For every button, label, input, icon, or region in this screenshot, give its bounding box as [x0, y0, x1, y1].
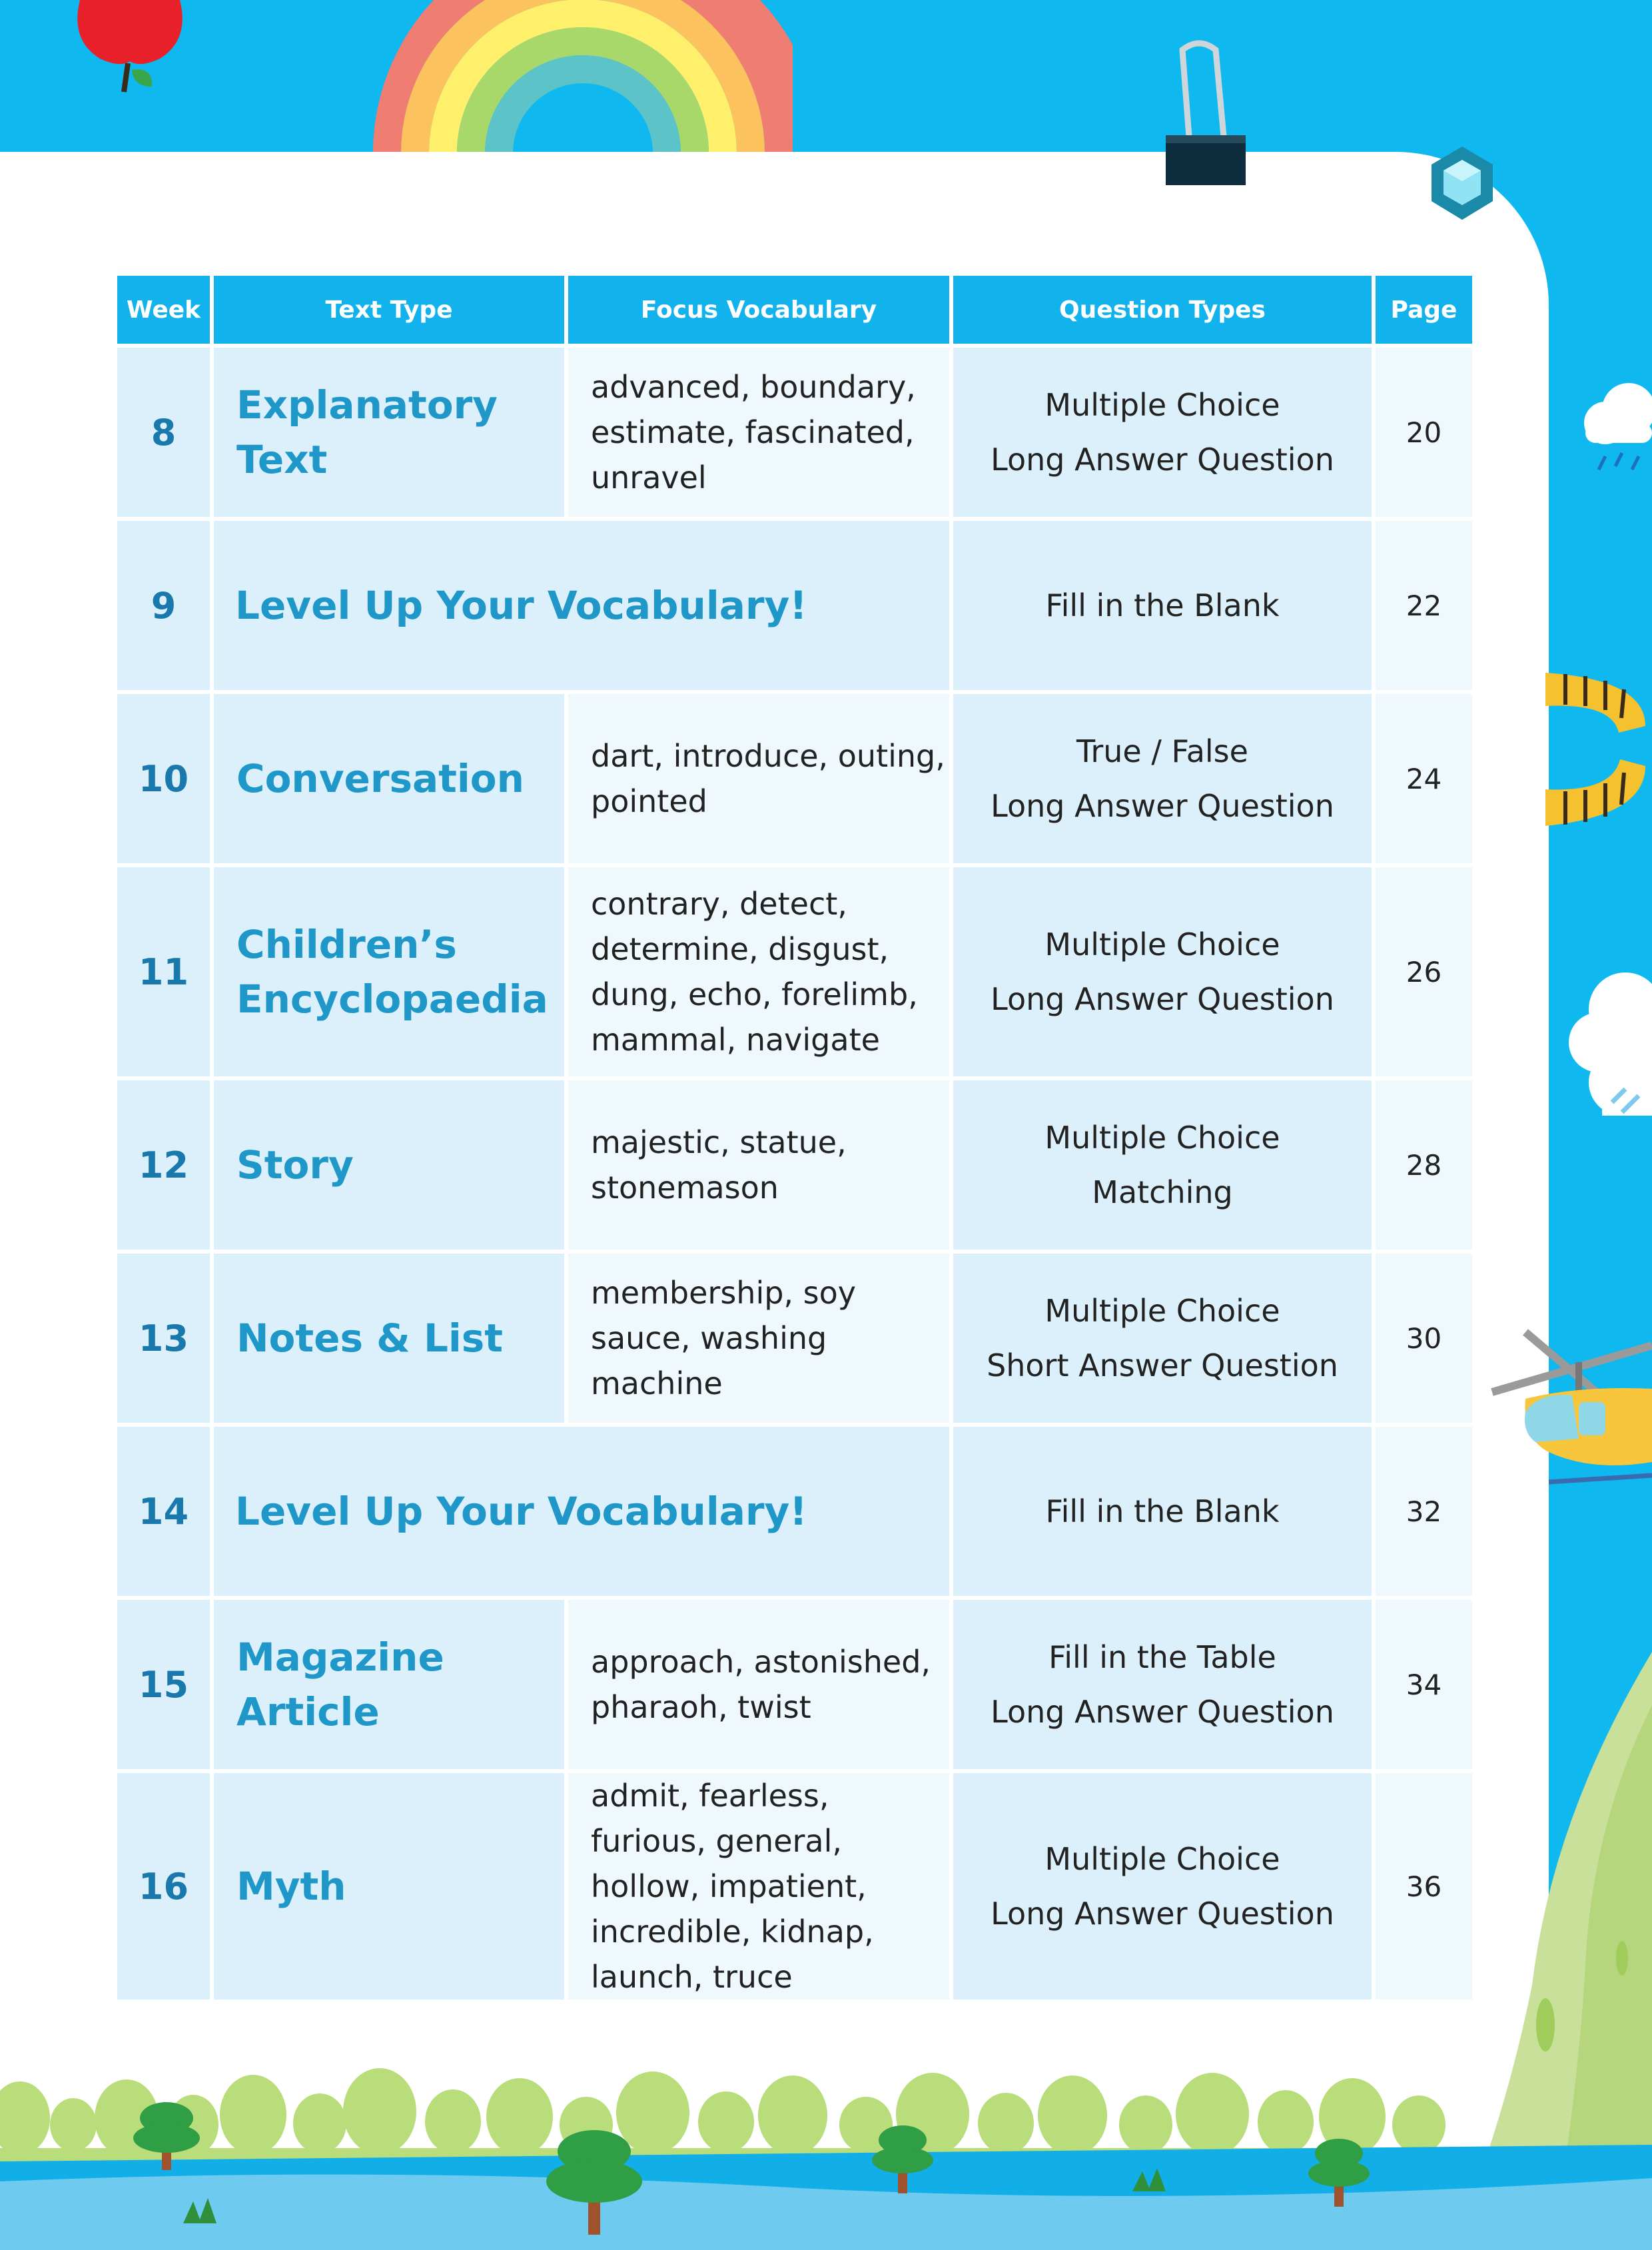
text-type: Explanatory Text — [212, 346, 566, 519]
focus-vocabulary: approach, astonished, pharaoh, twist — [566, 1598, 951, 1771]
question-type: Fill in the Blank — [1045, 587, 1280, 623]
question-type: Long Answer Question — [991, 1896, 1334, 1932]
week-number: 8 — [117, 346, 212, 519]
page-number: 24 — [1374, 692, 1472, 865]
table-row — [117, 1598, 1472, 1771]
question-types — [951, 865, 1374, 1078]
week-number: 14 — [117, 1425, 212, 1598]
contents-table — [117, 276, 1472, 2000]
question-type: Multiple Choice — [1044, 1841, 1280, 1877]
question-types — [951, 1598, 1374, 1771]
table-row — [117, 1771, 1472, 2000]
question-type: Matching — [1092, 1174, 1233, 1210]
page-number: 20 — [1374, 346, 1472, 519]
text-type: Magazine Article — [212, 1598, 566, 1771]
tree-icon — [869, 2121, 936, 2195]
question-type: True / False — [1076, 733, 1248, 769]
page-number: 32 — [1374, 1425, 1472, 1598]
question-types — [951, 1078, 1374, 1252]
header-week: Week — [117, 276, 212, 346]
question-types — [951, 519, 1374, 692]
header-page: Page — [1374, 276, 1472, 346]
question-types — [951, 1252, 1374, 1425]
focus-vocabulary: contrary, detect, determine, disgust, dung, echo, forelimb, mammal, navigate — [566, 865, 951, 1078]
tiger-tail-icon — [1545, 666, 1652, 833]
page-number: 28 — [1374, 1078, 1472, 1252]
focus-vocabulary: advanced, boundary, estimate, fascinated, unravel — [566, 346, 951, 519]
header-text-type: Text Type — [212, 276, 566, 346]
table-row — [117, 346, 1472, 519]
focus-vocabulary: admit, fearless, furious, general, hollow, impatient, incredible, kidnap, launch, truce — [566, 1771, 951, 2000]
question-type: Long Answer Question — [991, 442, 1334, 478]
focus-vocabulary: dart, introduce, outing, pointed — [566, 692, 951, 865]
text-type: Level Up Your Vocabulary! — [212, 1425, 951, 1598]
question-types — [951, 692, 1374, 865]
week-number: 16 — [117, 1771, 212, 2000]
text-type: Level Up Your Vocabulary! — [212, 519, 951, 692]
text-type: Notes & List — [212, 1252, 566, 1425]
week-number: 13 — [117, 1252, 212, 1425]
week-number: 12 — [117, 1078, 212, 1252]
helicopter-icon — [1485, 1325, 1652, 1505]
question-type: Multiple Choice — [1044, 1120, 1280, 1156]
question-types — [951, 346, 1374, 519]
week-number: 10 — [117, 692, 212, 865]
text-type: Conversation — [212, 692, 566, 865]
question-type: Multiple Choice — [1044, 387, 1280, 423]
question-types — [951, 1425, 1374, 1598]
text-type: Story — [212, 1078, 566, 1252]
question-type: Long Answer Question — [991, 788, 1334, 824]
grass-icon — [0, 2065, 1652, 2250]
question-type: Long Answer Question — [991, 981, 1334, 1017]
page-number: 30 — [1374, 1252, 1472, 1425]
focus-vocabulary: membership, soy sauce, washing machine — [566, 1252, 951, 1425]
week-number: 15 — [117, 1598, 212, 1771]
table-row — [117, 519, 1472, 692]
question-type: Long Answer Question — [991, 1694, 1334, 1730]
page-number: 36 — [1374, 1771, 1472, 2000]
page-number: 34 — [1374, 1598, 1472, 1771]
table-row — [117, 865, 1472, 1078]
table-header-row — [117, 276, 1472, 346]
tree-icon — [1306, 2135, 1372, 2208]
question-type: Multiple Choice — [1044, 927, 1280, 962]
week-number: 9 — [117, 519, 212, 692]
tree-icon — [130, 2098, 203, 2171]
cloud-icon — [1565, 969, 1652, 1122]
gem-icon — [1429, 147, 1495, 220]
table-row — [117, 1252, 1472, 1425]
table-row — [117, 1078, 1472, 1252]
question-type: Short Answer Question — [987, 1347, 1338, 1383]
focus-vocabulary: majestic, statue, stonemason — [566, 1078, 951, 1252]
question-type: Multiple Choice — [1044, 1293, 1280, 1329]
apple-icon — [67, 0, 193, 97]
table-row — [117, 1425, 1472, 1598]
question-types — [951, 1771, 1374, 2000]
header-question-types: Question Types — [951, 276, 1374, 346]
rain-cloud-icon — [1579, 376, 1652, 483]
header-focus-vocabulary: Focus Vocabulary — [566, 276, 951, 346]
page-number: 26 — [1374, 865, 1472, 1078]
rainbow-bands — [373, 0, 793, 153]
week-number: 11 — [117, 865, 212, 1078]
question-type: Fill in the Blank — [1045, 1493, 1280, 1529]
text-type: Children’s Encyclopaedia — [212, 865, 566, 1078]
tree-icon — [543, 2128, 646, 2235]
text-type: Myth — [212, 1771, 566, 2000]
page-number: 22 — [1374, 519, 1472, 692]
question-type: Fill in the Table — [1048, 1639, 1276, 1675]
binder-clip-icon — [1162, 37, 1249, 187]
table-row — [117, 692, 1472, 865]
